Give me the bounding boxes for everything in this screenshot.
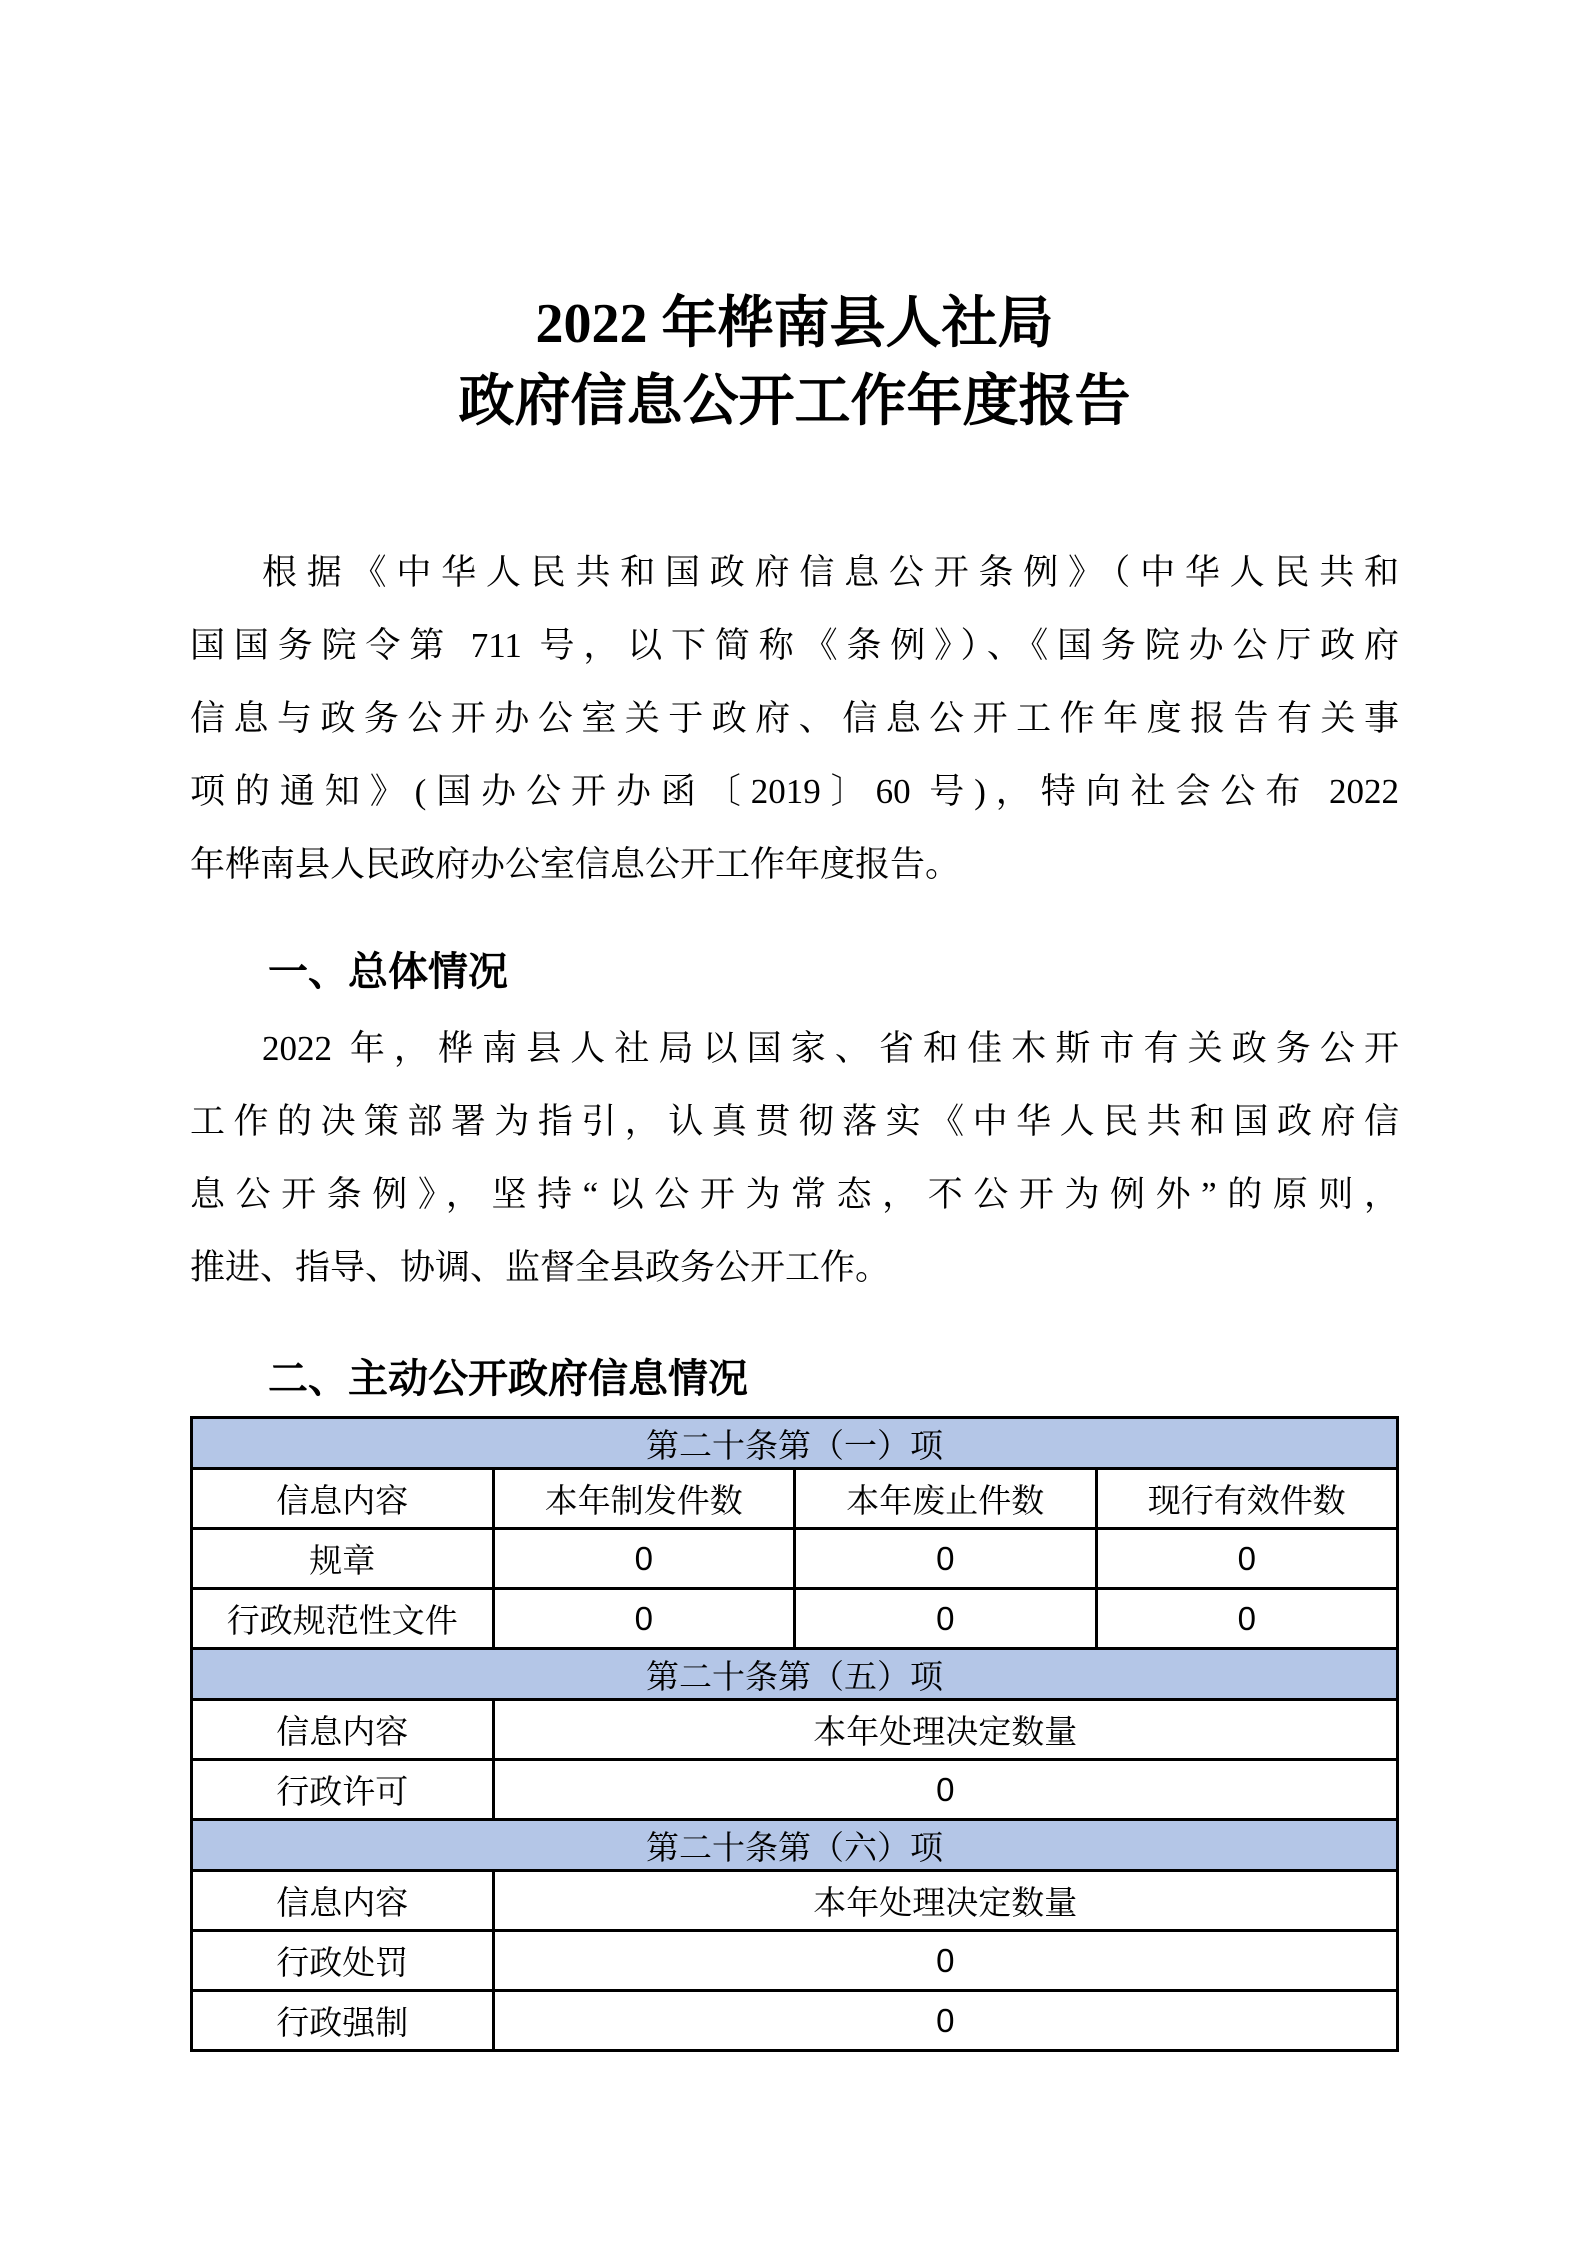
value-regulations-effective: 0 — [1096, 1529, 1398, 1589]
row-label-normative-documents: 行政规范性文件 — [192, 1589, 494, 1649]
column-header-repealed-this-year: 本年废止件数 — [795, 1469, 1097, 1529]
table-header-row-part1 — [192, 1469, 1398, 1529]
table-banner-article20-6: 第二十条第（六）项 — [192, 1820, 1398, 1871]
row-label-regulations: 规章 — [192, 1529, 494, 1589]
overview-line-4: 推进、指导、协调、监督全县政务公开工作。 — [190, 1248, 891, 1287]
table-banner-row-article20-5 — [192, 1649, 1398, 1700]
section-heading-overview: 一、总体情况 — [268, 950, 508, 994]
disclosure-table — [190, 1416, 1399, 2052]
value-regulations-issued: 0 — [493, 1529, 795, 1589]
page-title — [190, 285, 1399, 441]
section-heading-proactive-disclosure: 二、主动公开政府信息情况 — [268, 1357, 748, 1401]
table-row-regulations — [192, 1529, 1398, 1589]
intro-line-5: 年桦南县人民政府办公室信息公开工作年度报告。 — [190, 845, 961, 884]
table-row-normative-documents — [192, 1589, 1398, 1649]
value-normative-effective: 0 — [1096, 1589, 1398, 1649]
column-header-issued-this-year: 本年制发件数 — [493, 1469, 795, 1529]
intro-line-2: 国国务院令第 711 号，以下简称《条例》）、《国务院办公厅政府 — [190, 626, 1399, 665]
overview-line-2: 工作的决策部署为指引，认真贯彻落实《中华人民共和国政府信 — [190, 1102, 1399, 1141]
column-header-info-content-part3: 信息内容 — [192, 1871, 494, 1931]
column-header-info-content: 信息内容 — [192, 1469, 494, 1529]
column-header-decisions-part2: 本年处理决定数量 — [493, 1700, 1398, 1760]
column-header-decisions-part3: 本年处理决定数量 — [493, 1871, 1398, 1931]
value-normative-repealed: 0 — [795, 1589, 1097, 1649]
intro-line-3: 信息与政务公开办公室关于政府、信息公开工作年度报告有关事 — [190, 699, 1399, 738]
overview-paragraph — [190, 1012, 1399, 1304]
intro-paragraph — [190, 536, 1399, 901]
intro-line-1: 根据《中华人民共和国政府信息公开条例》（中华人民共和 — [262, 553, 1399, 592]
table-header-row-part3 — [192, 1871, 1398, 1931]
row-label-administrative-coercion: 行政强制 — [192, 1991, 494, 2051]
intro-line-4: 项的通知》(国办公开办函〔2019〕60 号)，特向社会公布 2022 — [190, 772, 1399, 811]
table-row-administrative-licensing — [192, 1760, 1398, 1820]
table-row-administrative-penalty — [192, 1931, 1398, 1991]
value-regulations-repealed: 0 — [795, 1529, 1097, 1589]
table-header-row-part2 — [192, 1700, 1398, 1760]
table-row-administrative-coercion — [192, 1991, 1398, 2051]
column-header-currently-effective: 现行有效件数 — [1096, 1469, 1398, 1529]
table-banner-article20-1: 第二十条第（一）项 — [192, 1418, 1398, 1469]
row-label-administrative-licensing: 行政许可 — [192, 1760, 494, 1820]
overview-line-1: 2022 年，桦南县人社局以国家、省和佳木斯市有关政务公开 — [262, 1029, 1399, 1068]
row-label-administrative-penalty: 行政处罚 — [192, 1931, 494, 1991]
value-administrative-coercion: 0 — [493, 1991, 1398, 2051]
value-administrative-licensing: 0 — [493, 1760, 1398, 1820]
value-administrative-penalty: 0 — [493, 1931, 1398, 1991]
table-banner-row-article20-6 — [192, 1820, 1398, 1871]
table-banner-row-article20-1 — [192, 1418, 1398, 1469]
title-line-1: 2022 年桦南县人社局 — [535, 293, 1054, 355]
value-normative-issued: 0 — [493, 1589, 795, 1649]
column-header-info-content-part2: 信息内容 — [192, 1700, 494, 1760]
overview-line-3: 息公开条例》，坚持“以公开为常态，不公开为例外”的原则， — [190, 1175, 1399, 1214]
table-banner-article20-5: 第二十条第（五）项 — [192, 1649, 1398, 1700]
title-line-2: 政府信息公开工作年度报告 — [458, 371, 1131, 433]
